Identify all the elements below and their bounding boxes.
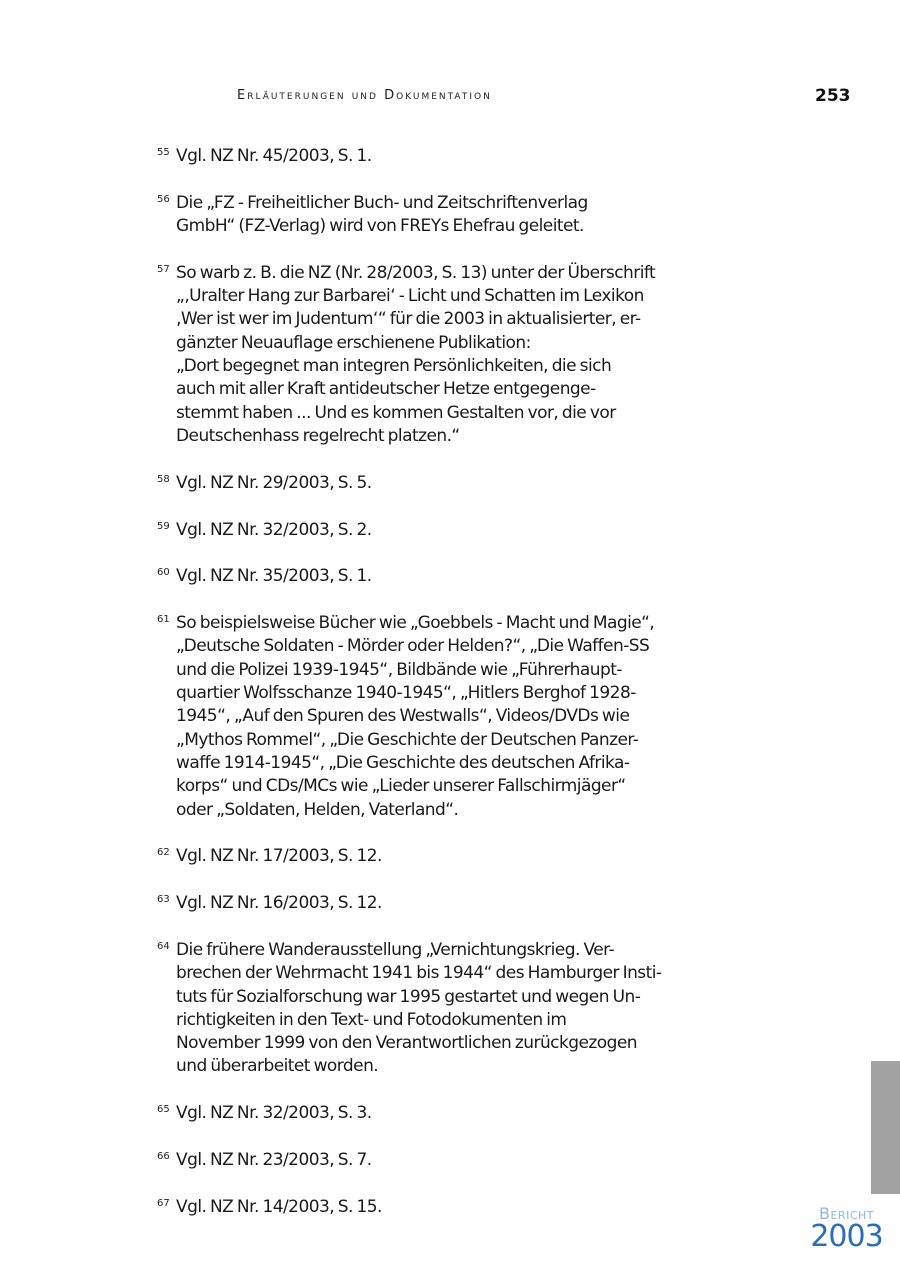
footnote-text-line: oder „Soldaten, Helden, Vaterland“. [176,799,459,820]
footnote-text-line: „Deutsche Soldaten - Mörder oder Helden?“, „Die Waffen-SS [176,636,650,657]
footnotes-list [157,145,697,1243]
footnote-text-line: waffe 1914-1945“, „Die Geschichte des deutschen Afrika- [176,752,630,773]
page-number: 253 [815,86,851,106]
footnote-text-line: So warb z. B. die NZ (Nr. 28/2003, S. 13) unter der Überschrift [176,262,656,283]
footnote-text-line: „Dort begegnet man integren Persönlichkeiten, die sich [176,356,612,377]
footnote [157,565,697,588]
footnote [157,472,697,495]
footnote-number: 64 [157,940,170,952]
footnote-text-line: stemmt haben ... Und es kommen Gestalten vor, die vor [176,402,616,423]
footnote-number: 67 [157,1197,170,1209]
thumb-index-tab [871,1061,900,1194]
footnote-text-line: Vgl. NZ Nr. 23/2003, S. 7. [176,1150,372,1170]
footnote-number: 63 [157,894,170,906]
footnote [157,1102,697,1125]
footnote-text-line: Die frühere Wanderausstellung „Vernichtungskrieg. Ver- [176,939,615,960]
footnote [157,519,697,542]
footnote-text-line: Vgl. NZ Nr. 32/2003, S. 3. [176,1103,372,1124]
footnote-text-line: auch mit aller Kraft antideutscher Hetze entgegenge- [176,379,596,400]
footnote-number: 55 [157,147,170,158]
footnote-text-line: brechen der Wehrmacht 1941 bis 1944“ des Hamburger Insti- [176,963,662,984]
footnote-text-line: November 1999 von den Verantwortlichen zurückgezogen [176,1033,638,1054]
footnote [157,939,697,1079]
footnote-text-line: GmbH“ (FZ-Verlag) wird von FREYs Ehefrau geleitet. [176,216,584,237]
footnote-text-line: Vgl. NZ Nr. 29/2003, S. 5. [176,472,372,493]
footnote [157,892,697,915]
footnote-text-line: und überarbeitet worden. [176,1056,379,1077]
footnote [157,262,697,448]
footnote-text-line: gänzter Neuauflage erschienene Publikation: [176,332,531,353]
footnote-text-line: Die „FZ - Freiheitlicher Buch- und Zeitschriftenverlag [176,192,588,213]
footnote-text-line: „‚Uralter Hang zur Barbarei‘ - Licht und Schatten im Lexikon [176,286,644,307]
footnote-number: 66 [157,1151,170,1162]
footnote-text-line: ‚Wer ist wer im Judentum‘“ für die 2003 in aktualisierter, er- [176,309,641,330]
footnote [157,845,697,868]
running-head-title: Erläuterungen und Dokumentation [237,88,492,103]
footnote-number: 59 [157,520,170,532]
footnote-text-line: quartier Wolfsschanze 1940-1945“, „Hitlers Berghof 1928- [176,683,636,704]
footnote-number: 57 [157,263,170,275]
footnote-number: 60 [157,567,170,579]
footnote-text-line: „Mythos Rommel“, „Die Geschichte der Deutschen Panzer- [176,729,639,750]
footnote [157,612,697,822]
footnote [157,1196,697,1219]
footnote [157,1149,697,1172]
report-logo [809,1204,884,1254]
logo-year: 2003 [810,1219,883,1254]
footnote-text-line: richtigkeiten in den Text- und Fotodokumenten im [176,1009,567,1030]
footnote-text-line: 1945“, „Auf den Spuren des Westwalls“, Videos/DVDs wie [176,706,630,727]
footnote-number: 56 [157,193,170,205]
footnote-text-line: Vgl. NZ Nr. 17/2003, S. 12. [176,846,382,867]
footnote-text-line: Deutschenhass regelrecht platzen.“ [176,425,460,446]
footnote-text-line: und die Polizei 1939-1945“, Bildbände wie „Führerhaupt- [176,659,622,680]
footnote-number: 62 [157,847,170,859]
footnote [157,192,697,239]
footnote-text-line: Vgl. NZ Nr. 45/2003, S. 1. [176,146,372,166]
footnote-text-line: Vgl. NZ Nr. 14/2003, S. 15. [176,1196,382,1217]
footnote-text-line: Vgl. NZ Nr. 35/2003, S. 1. [176,566,372,587]
footnote-text-line: tuts für Sozialforschung war 1995 gestartet und wegen Un- [176,986,641,1007]
footnote-text-line: So beispielsweise Bücher wie „Goebbels - Macht und Magie“, [176,613,655,634]
footnote-number: 65 [157,1104,170,1116]
footnote-text-line: korps“ und CDs/MCs wie „Lieder unserer Fallschirmjäger“ [176,776,626,797]
footnote-text-line: Vgl. NZ Nr. 16/2003, S. 12. [176,893,382,914]
footnote [157,145,697,168]
footnote-number: 58 [157,473,170,485]
footnote-number: 61 [157,614,170,626]
logo-word: Bericht [819,1204,874,1223]
footnote-text-line: Vgl. NZ Nr. 32/2003, S. 2. [176,519,372,540]
